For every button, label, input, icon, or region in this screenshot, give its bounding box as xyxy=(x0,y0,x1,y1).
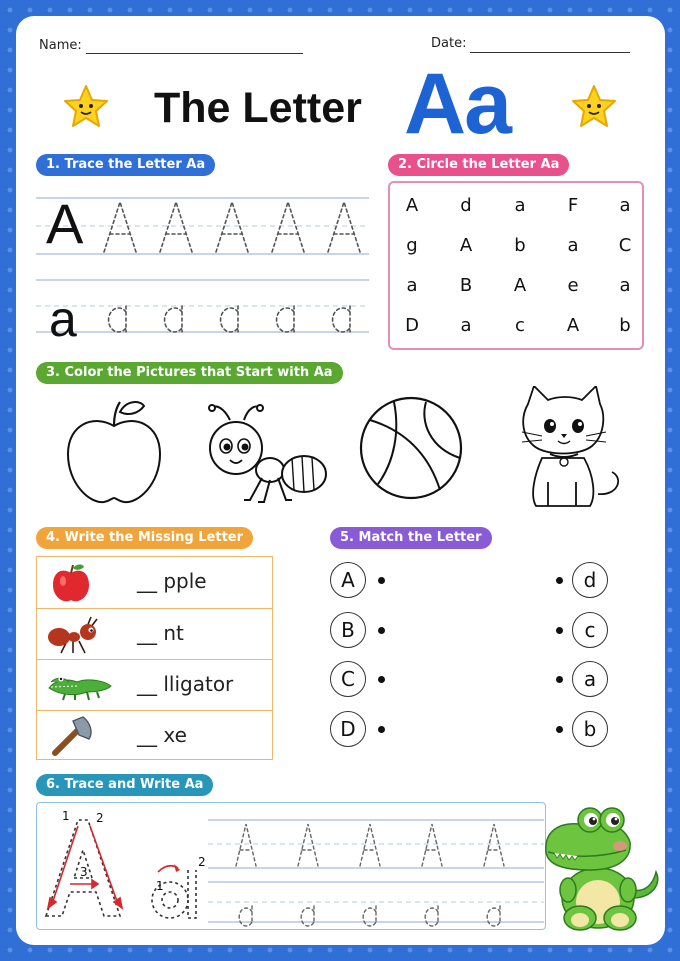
missing-row xyxy=(37,659,272,710)
ant-icon xyxy=(47,615,101,655)
trace-upper-model: A xyxy=(46,192,84,255)
match-left-letter[interactable]: D xyxy=(330,711,366,747)
match-left-dot[interactable] xyxy=(378,726,385,733)
stroke-number-4: 1 xyxy=(156,879,164,893)
cat-picture[interactable] xyxy=(514,386,624,514)
match-right-dot[interactable] xyxy=(556,726,563,733)
crocodile-mascot xyxy=(540,798,662,934)
stroke-number-2: 2 xyxy=(96,811,104,825)
alligator-icon xyxy=(47,670,113,702)
grid-letter[interactable]: c xyxy=(515,315,525,336)
match-right-letter[interactable]: b xyxy=(572,711,608,747)
trace-lower-model: a xyxy=(49,291,77,347)
grid-letter[interactable]: a xyxy=(514,195,526,216)
missing-row-text[interactable]: __ pple xyxy=(137,569,207,593)
grid-letter[interactable]: e xyxy=(567,275,579,296)
stroke-number-3: 3 xyxy=(80,865,88,879)
section-color-title: 3. Color the Pictures that Start with Aa xyxy=(36,362,343,384)
grid-letter[interactable]: A xyxy=(459,235,473,256)
name-label: Name: xyxy=(39,38,82,53)
match-left-dot[interactable] xyxy=(378,627,385,634)
ant-picture[interactable] xyxy=(204,400,330,506)
worksheet xyxy=(16,16,665,945)
trace-write-rows[interactable] xyxy=(208,816,544,928)
match-left-dot[interactable] xyxy=(378,577,385,584)
match-right-letter[interactable]: d xyxy=(572,562,608,598)
grid-letter[interactable]: d xyxy=(460,195,472,216)
grid-letter[interactable]: A xyxy=(513,275,527,296)
grid-letter[interactable]: D xyxy=(405,315,419,336)
match-right-letter[interactable]: c xyxy=(572,612,608,648)
circle-letter-grid xyxy=(388,181,644,350)
section-circle-title: 2. Circle the Letter Aa xyxy=(388,154,569,176)
date-label: Date: xyxy=(431,36,467,51)
grid-letter[interactable]: a xyxy=(619,195,631,216)
missing-letter-table xyxy=(36,556,273,760)
stroke-number-5: 2 xyxy=(198,855,206,869)
missing-row-text[interactable]: __ nt xyxy=(137,621,184,645)
match-right-dot[interactable] xyxy=(556,676,563,683)
apple-picture[interactable] xyxy=(64,396,164,506)
grid-letter[interactable]: b xyxy=(514,235,526,256)
section-match-title: 5. Match the Letter xyxy=(330,527,492,549)
star-left-icon xyxy=(62,84,110,130)
title-letters: Aa xyxy=(404,56,510,152)
star-right-icon xyxy=(570,84,618,130)
match-left-dot[interactable] xyxy=(378,676,385,683)
grid-letter[interactable]: b xyxy=(619,315,631,336)
match-left-letter[interactable]: C xyxy=(330,661,366,697)
grid-letter[interactable]: F xyxy=(567,195,579,216)
apple-icon xyxy=(51,563,91,603)
missing-row xyxy=(37,608,272,659)
missing-row-text[interactable]: __ lligator xyxy=(137,672,234,696)
section-trace-title: 1. Trace the Letter Aa xyxy=(36,154,215,176)
missing-row xyxy=(37,557,272,608)
match-right-dot[interactable] xyxy=(556,627,563,634)
trace-lower-dotted[interactable] xyxy=(100,298,370,338)
missing-row-text[interactable]: __ xe xyxy=(137,723,187,747)
match-right-letter[interactable]: a xyxy=(572,661,608,697)
grid-letter[interactable]: g xyxy=(406,235,418,256)
grid-letter[interactable]: a xyxy=(460,315,472,336)
axe-icon xyxy=(51,715,95,757)
date-line[interactable] xyxy=(470,52,630,53)
grid-letter[interactable]: B xyxy=(459,275,473,296)
grid-letter[interactable]: A xyxy=(405,195,419,216)
match-right-dot[interactable] xyxy=(556,577,563,584)
trace-upper-dotted[interactable] xyxy=(96,196,366,256)
page-title: The Letter xyxy=(154,84,362,132)
stroke-order-guide xyxy=(38,806,208,928)
grid-letter[interactable]: a xyxy=(406,275,418,296)
grid-letter[interactable]: a xyxy=(619,275,631,296)
stroke-number-1: 1 xyxy=(62,809,70,823)
name-line[interactable] xyxy=(86,53,303,54)
section-trace-write-title: 6. Trace and Write Aa xyxy=(36,774,213,796)
grid-letter[interactable]: A xyxy=(566,315,580,336)
ball-picture[interactable] xyxy=(356,392,466,504)
section-missing-title: 4. Write the Missing Letter xyxy=(36,527,253,549)
grid-letter[interactable]: a xyxy=(567,235,579,256)
missing-row xyxy=(37,710,272,761)
match-left-letter[interactable]: B xyxy=(330,612,366,648)
match-left-letter[interactable]: A xyxy=(330,562,366,598)
grid-letter[interactable]: C xyxy=(618,235,632,256)
